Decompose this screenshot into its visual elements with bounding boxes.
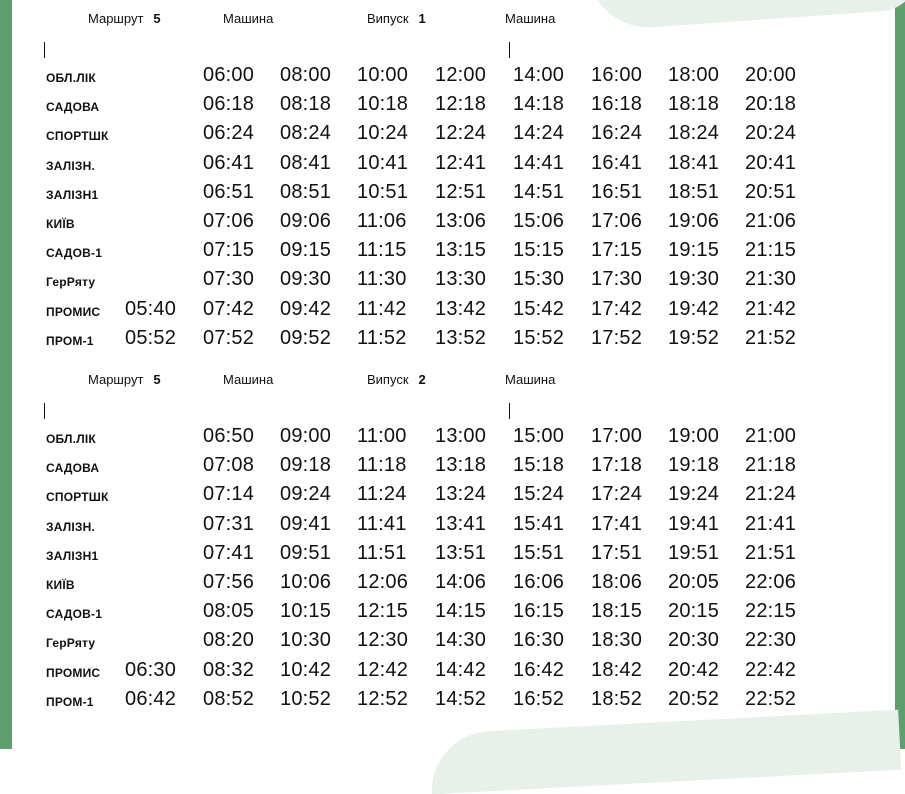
departure-time: 08:18 (280, 93, 332, 116)
car-label: Машина (505, 11, 556, 26)
release-label: Випуск (367, 11, 409, 26)
departure-time: 21:24 (745, 483, 797, 506)
route-label: Маршрут (88, 372, 144, 387)
departure-time: 07:42 (203, 297, 255, 320)
departure-time: 20:18 (745, 93, 797, 116)
departure-time: 19:52 (668, 326, 720, 349)
departure-time: 12:42 (357, 658, 409, 681)
departure-time: 18:52 (591, 687, 643, 710)
departure-time: 20:52 (668, 687, 720, 710)
departure-time: 10:51 (357, 180, 409, 203)
departure-time: 11:30 (357, 268, 407, 291)
departure-time: 15:52 (513, 326, 565, 349)
early-departure-time: 06:42 (125, 687, 177, 710)
departure-time: 09:15 (280, 239, 332, 262)
departure-time: 14:15 (435, 600, 487, 623)
departure-time: 20:24 (745, 122, 797, 145)
departure-time: 19:30 (668, 268, 720, 291)
stop-name: ПРОМИС (46, 304, 101, 319)
departure-time: 21:30 (745, 268, 797, 291)
departure-time: 13:30 (435, 268, 487, 291)
departure-time: 10:42 (280, 658, 332, 681)
departure-time: 17:06 (591, 210, 643, 232)
departure-time: 09:41 (280, 512, 332, 535)
text-cursor (509, 403, 510, 419)
departure-time: 20:42 (668, 658, 720, 681)
stop-name: ПРОМ-1 (46, 694, 94, 709)
departure-time: 14:41 (513, 151, 565, 174)
departure-time: 14:30 (435, 629, 487, 652)
top-decoration (588, 0, 905, 31)
departure-time: 15:30 (513, 268, 565, 291)
table-row (0, 687, 905, 716)
departure-time: 09:52 (280, 326, 332, 349)
departure-time: 18:41 (668, 151, 720, 174)
departure-time: 10:30 (280, 629, 332, 652)
departure-time: 12:30 (357, 629, 409, 652)
departure-time: 22:52 (745, 687, 797, 710)
departure-time: 13:18 (435, 454, 487, 477)
departure-time: 22:06 (745, 571, 797, 593)
stop-name: САДОВА (46, 461, 100, 476)
departure-time: 12:52 (357, 687, 409, 710)
departure-time: 20:05 (668, 571, 720, 593)
departure-time: 06:24 (203, 122, 255, 145)
departure-time: 17:41 (591, 512, 643, 535)
table-row (0, 180, 905, 209)
departure-time: 16:06 (513, 571, 565, 593)
departure-time: 10:24 (357, 122, 409, 145)
route-header (88, 11, 161, 26)
departure-time: 17:24 (591, 483, 643, 506)
departure-time: 06:50 (203, 425, 255, 447)
departure-time: 12:15 (357, 600, 409, 623)
departure-time: 13:41 (435, 512, 487, 535)
text-cursor (44, 42, 45, 58)
table-row (0, 92, 905, 121)
departure-time: 20:51 (745, 180, 797, 203)
departure-time: 22:42 (745, 658, 797, 681)
table-row (0, 599, 905, 628)
departure-time: 21:18 (745, 454, 797, 477)
departure-time: 15:06 (513, 210, 565, 232)
table-row (0, 658, 905, 687)
departure-time: 17:15 (591, 239, 643, 262)
departure-time: 11:00 (357, 425, 407, 447)
departure-time: 20:41 (745, 151, 797, 174)
departure-time: 12:00 (435, 64, 487, 86)
departure-time: 09:06 (280, 210, 332, 232)
departure-time: 08:51 (280, 180, 332, 203)
departure-time: 08:20 (203, 629, 255, 652)
departure-time: 11:15 (357, 239, 407, 262)
stop-name: СПОРТШК (46, 490, 109, 505)
table-row (0, 453, 905, 482)
table-row (0, 570, 905, 599)
stop-name: ЗАЛІЗН. (46, 519, 96, 534)
release-label: Випуск (367, 372, 409, 387)
departure-time: 16:51 (591, 180, 643, 203)
table-row (0, 209, 905, 238)
departure-time: 17:52 (591, 326, 643, 349)
departure-time: 06:00 (203, 64, 255, 86)
departure-time: 22:30 (745, 629, 797, 652)
departure-time: 18:00 (668, 64, 720, 86)
departure-time: 13:51 (435, 541, 487, 564)
departure-time: 11:24 (357, 483, 407, 506)
departure-time: 10:41 (357, 151, 409, 174)
stop-name: КИЇВ (46, 578, 75, 592)
departure-time: 07:14 (203, 483, 255, 506)
release-number: 1 (418, 11, 426, 26)
departure-time: 16:00 (591, 64, 643, 86)
departure-time: 14:06 (435, 571, 487, 593)
release-header (367, 372, 426, 387)
stop-name: ПРОМИС (46, 665, 101, 680)
departure-time: 19:24 (668, 483, 720, 506)
departure-time: 13:00 (435, 425, 487, 447)
text-cursor (44, 403, 45, 419)
departure-time: 12:18 (435, 93, 487, 116)
departure-time: 14:52 (435, 687, 487, 710)
route-number: 5 (153, 372, 161, 387)
departure-time: 07:15 (203, 239, 255, 262)
departure-time: 19:15 (668, 239, 720, 262)
departure-time: 18:15 (591, 600, 643, 623)
table-row (0, 121, 905, 150)
departure-time: 13:42 (435, 297, 487, 320)
early-departure-time: 05:52 (125, 326, 177, 349)
departure-time: 15:15 (513, 239, 565, 262)
departure-time: 15:00 (513, 425, 565, 447)
departure-time: 07:31 (203, 512, 255, 535)
stop-name: ЗАЛІЗН1 (46, 548, 99, 563)
stop-name: САДОВА (46, 100, 100, 115)
stop-name: ЗАЛІЗН1 (46, 187, 99, 202)
stop-name: СПОРТШК (46, 129, 109, 144)
table-row (0, 424, 905, 453)
departure-time: 09:18 (280, 454, 332, 477)
departure-time: 19:00 (668, 425, 720, 447)
departure-time: 21:06 (745, 210, 797, 232)
departure-time: 22:15 (745, 600, 797, 623)
stop-name: САДОВ-1 (46, 607, 103, 622)
stop-name: ГерРяту (46, 275, 96, 290)
departure-time: 09:24 (280, 483, 332, 506)
departure-time: 21:52 (745, 326, 797, 349)
departure-time: 08:24 (280, 122, 332, 145)
car-label: Машина (223, 11, 274, 26)
departure-time: 10:52 (280, 687, 332, 710)
departure-time: 13:06 (435, 210, 487, 232)
route-number: 5 (153, 11, 161, 26)
departure-time: 18:24 (668, 122, 720, 145)
departure-time: 09:51 (280, 541, 332, 564)
departure-time: 15:51 (513, 541, 565, 564)
departure-time: 17:00 (591, 425, 643, 447)
release-header (367, 11, 426, 26)
text-cursor (509, 42, 510, 58)
departure-time: 15:18 (513, 454, 565, 477)
departure-time: 06:51 (203, 180, 255, 203)
route-label: Маршрут (88, 11, 144, 26)
departure-time: 18:30 (591, 629, 643, 652)
departure-time: 21:00 (745, 425, 797, 447)
stop-name: ГерРяту (46, 636, 96, 651)
departure-time: 14:24 (513, 122, 565, 145)
departure-time: 11:41 (357, 512, 407, 535)
departure-time: 18:06 (591, 571, 643, 593)
departure-time: 20:15 (668, 600, 720, 623)
departure-time: 11:18 (357, 454, 407, 477)
departure-time: 17:51 (591, 541, 643, 564)
departure-time: 09:42 (280, 297, 332, 320)
table-row (0, 63, 905, 92)
car-label: Машина (223, 372, 274, 387)
departure-time: 21:15 (745, 239, 797, 262)
departure-time: 21:42 (745, 297, 797, 320)
car-label: Машина (505, 372, 556, 387)
departure-time: 19:41 (668, 512, 720, 535)
departure-time: 11:52 (357, 326, 407, 349)
departure-time: 10:15 (280, 600, 332, 623)
stop-name: КИЇВ (46, 217, 75, 231)
departure-time: 14:18 (513, 93, 565, 116)
departure-time: 16:15 (513, 600, 565, 623)
departure-time: 08:32 (203, 658, 255, 681)
table-row (0, 482, 905, 511)
departure-time: 16:24 (591, 122, 643, 145)
table-row (0, 628, 905, 657)
departure-time: 11:06 (357, 210, 407, 232)
departure-time: 12:06 (357, 571, 409, 593)
departure-time: 21:51 (745, 541, 797, 564)
departure-time: 20:00 (745, 64, 797, 86)
departure-time: 19:42 (668, 297, 720, 320)
departure-time: 21:41 (745, 512, 797, 535)
departure-time: 06:41 (203, 151, 255, 174)
departure-time: 10:18 (357, 93, 409, 116)
stop-name: ОБЛ.ЛІК (46, 71, 96, 85)
departure-time: 17:30 (591, 268, 643, 291)
departure-time: 12:51 (435, 180, 487, 203)
departure-time: 14:00 (513, 64, 565, 86)
early-departure-time: 05:40 (125, 297, 177, 320)
departure-time: 19:06 (668, 210, 720, 232)
departure-time: 11:42 (357, 297, 407, 320)
departure-time: 16:52 (513, 687, 565, 710)
departure-time: 07:06 (203, 210, 255, 232)
departure-time: 19:51 (668, 541, 720, 564)
table-row (0, 238, 905, 267)
departure-time: 08:52 (203, 687, 255, 710)
departure-time: 13:52 (435, 326, 487, 349)
departure-time: 18:51 (668, 180, 720, 203)
departure-time: 08:41 (280, 151, 332, 174)
table-row (0, 151, 905, 180)
table-row (0, 541, 905, 570)
departure-time: 11:51 (357, 541, 407, 564)
departure-time: 14:42 (435, 658, 487, 681)
departure-time: 13:15 (435, 239, 487, 262)
departure-time: 07:41 (203, 541, 255, 564)
departure-time: 09:00 (280, 425, 332, 447)
stop-name: ЗАЛІЗН. (46, 158, 96, 173)
departure-time: 17:42 (591, 297, 643, 320)
table-row (0, 512, 905, 541)
departure-time: 07:52 (203, 326, 255, 349)
departure-time: 18:42 (591, 658, 643, 681)
stop-name: САДОВ-1 (46, 246, 103, 261)
departure-time: 16:18 (591, 93, 643, 116)
stop-name: ПРОМ-1 (46, 333, 94, 348)
departure-time: 10:00 (357, 64, 409, 86)
stop-name: ОБЛ.ЛІК (46, 432, 96, 446)
departure-time: 07:30 (203, 268, 255, 291)
departure-time: 15:41 (513, 512, 565, 535)
departure-time: 06:18 (203, 93, 255, 116)
departure-time: 13:24 (435, 483, 487, 506)
table-row (0, 326, 905, 355)
table-row (0, 297, 905, 326)
departure-time: 12:41 (435, 151, 487, 174)
departure-time: 07:08 (203, 454, 255, 477)
departure-time: 08:00 (280, 64, 332, 86)
departure-time: 15:24 (513, 483, 565, 506)
bottom-decoration (429, 710, 901, 794)
departure-time: 16:30 (513, 629, 565, 652)
departure-time: 16:41 (591, 151, 643, 174)
departure-time: 17:18 (591, 454, 643, 477)
departure-time: 15:42 (513, 297, 565, 320)
route-header (88, 372, 161, 387)
departure-time: 19:18 (668, 454, 720, 477)
departure-time: 10:06 (280, 571, 332, 593)
departure-time: 16:42 (513, 658, 565, 681)
departure-time: 07:56 (203, 571, 255, 593)
early-departure-time: 06:30 (125, 658, 177, 681)
release-number: 2 (418, 372, 426, 387)
departure-time: 20:30 (668, 629, 720, 652)
departure-time: 12:24 (435, 122, 487, 145)
table-row (0, 267, 905, 296)
departure-time: 09:30 (280, 268, 332, 291)
departure-time: 18:18 (668, 93, 720, 116)
departure-time: 14:51 (513, 180, 565, 203)
departure-time: 08:05 (203, 600, 255, 623)
